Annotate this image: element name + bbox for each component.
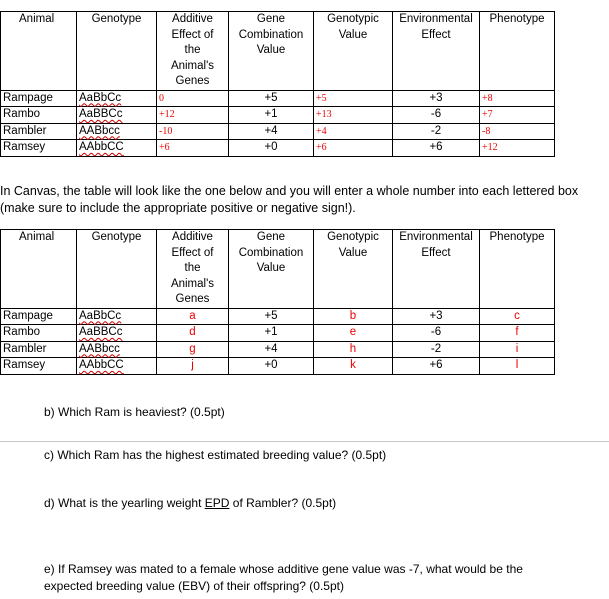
table-row — [1, 308, 555, 325]
animal-name: Ramsey — [1, 140, 77, 157]
gene-combination-value: +1 — [229, 107, 314, 124]
question-b: b) Which Ram is heaviest? (0.5pt) — [44, 405, 225, 419]
header-phenotype: Phenotype — [480, 12, 555, 91]
additive-value: +12 — [157, 107, 229, 124]
gene-combination-value: +1 — [229, 325, 314, 342]
genotype: AAbbCC — [79, 141, 124, 153]
genotype: AaBbCc — [79, 91, 122, 104]
header-additive: Additive Effect of the Animal's Genes — [157, 230, 229, 309]
additive-value: -10 — [157, 123, 229, 140]
animal-name: Rambo — [1, 107, 77, 124]
answer-box-genotypic[interactable]: b — [314, 308, 393, 325]
environmental-value: +3 — [393, 90, 480, 107]
gene-combination-value: +5 — [229, 308, 314, 325]
table-row — [1, 341, 555, 358]
animal-name: Ramsey — [1, 358, 77, 375]
header-genotype: Genotype — [77, 12, 157, 91]
answer-box-genotypic[interactable]: h — [314, 341, 393, 358]
answer-box-additive[interactable]: j — [157, 358, 229, 375]
genotypic-value: +5 — [314, 90, 393, 107]
answer-box-genotypic[interactable]: k — [314, 358, 393, 375]
genotype: AAbbCC — [79, 359, 124, 371]
table-row — [1, 358, 555, 375]
question-d: d) What is the yearling weight EPD of Rambler? (0.5pt) — [44, 496, 337, 510]
answer-box-phenotype[interactable]: c — [480, 308, 555, 325]
canvas-entry-table — [0, 229, 555, 375]
answer-box-phenotype[interactable]: f — [480, 325, 555, 342]
header-environmental: Environmental Effect — [393, 12, 480, 91]
gene-combination-value: +4 — [229, 341, 314, 358]
header-environmental: Environmental Effect — [393, 230, 480, 309]
phenotype-value: +8 — [480, 90, 555, 107]
animal-name: Rambo — [1, 325, 77, 342]
gene-combination-value: +0 — [229, 140, 314, 157]
table-row — [1, 140, 555, 157]
environmental-value: +6 — [393, 358, 480, 375]
instruction-text: In Canvas, the table will look like the one below and you will enter a whole number into each lettered box (make sure to include the appropriate positive or negative sign!). — [0, 184, 579, 215]
genotypic-value: +6 — [314, 140, 393, 157]
environmental-value: +6 — [393, 140, 480, 157]
genotype: AaBbCc — [79, 309, 122, 322]
environmental-value: -6 — [393, 325, 480, 342]
table-header-row — [1, 230, 555, 309]
phenotype-value: +12 — [480, 140, 555, 157]
genotype: AaBBCc — [79, 326, 123, 338]
header-animal: Animal — [1, 12, 77, 91]
table-row — [1, 107, 555, 124]
divider — [0, 441, 609, 442]
question-e: e) If Ramsey was mated to a female whose additive gene value was -7, what would be the expected breeding value (EBV) of their offspring? (0.5pt) — [44, 562, 523, 593]
answer-box-additive[interactable]: a — [157, 308, 229, 325]
animal-name: Rampage — [1, 308, 77, 325]
animal-name: Rambler — [1, 341, 77, 358]
table-header-row — [1, 12, 555, 91]
header-gene-combination: Gene Combination Value — [229, 230, 314, 309]
additive-value: +6 — [157, 140, 229, 157]
genotypic-value: +4 — [314, 123, 393, 140]
answer-box-additive[interactable]: d — [157, 325, 229, 342]
environmental-value: -6 — [393, 107, 480, 124]
animal-name: Rampage — [1, 90, 77, 107]
phenotype-value: -8 — [480, 123, 555, 140]
additive-value: 0 — [157, 90, 229, 107]
header-gene-combination: Gene Combination Value — [229, 12, 314, 91]
phenotype-value: +7 — [480, 107, 555, 124]
table-row — [1, 325, 555, 342]
header-additive: Additive Effect of the Animal's Genes — [157, 12, 229, 91]
epd-term: EPD — [204, 496, 230, 510]
question-c: c) Which Ram has the highest estimated breeding value? (0.5pt) — [44, 448, 387, 462]
header-animal: Animal — [1, 230, 77, 309]
header-phenotype: Phenotype — [480, 230, 555, 309]
answer-box-genotypic[interactable]: e — [314, 325, 393, 342]
animal-name: Rambler — [1, 123, 77, 140]
table-row — [1, 123, 555, 140]
answer-box-phenotype[interactable]: l — [480, 358, 555, 375]
gene-combination-value: +0 — [229, 358, 314, 375]
genotype: AABbcc — [79, 124, 120, 137]
genotype: AaBBCc — [79, 108, 123, 120]
genotype: AABbcc — [79, 342, 120, 355]
environmental-value: -2 — [393, 123, 480, 140]
header-genotypic: Genotypic Value — [314, 12, 393, 91]
gene-combination-value: +5 — [229, 90, 314, 107]
table-row — [1, 90, 555, 107]
header-genotypic: Genotypic Value — [314, 230, 393, 309]
environmental-value: +3 — [393, 308, 480, 325]
genetics-table — [0, 11, 555, 157]
answer-box-additive[interactable]: g — [157, 341, 229, 358]
genotypic-value: +13 — [314, 107, 393, 124]
answer-box-phenotype[interactable]: i — [480, 341, 555, 358]
header-genotype: Genotype — [77, 230, 157, 309]
environmental-value: -2 — [393, 341, 480, 358]
gene-combination-value: +4 — [229, 123, 314, 140]
